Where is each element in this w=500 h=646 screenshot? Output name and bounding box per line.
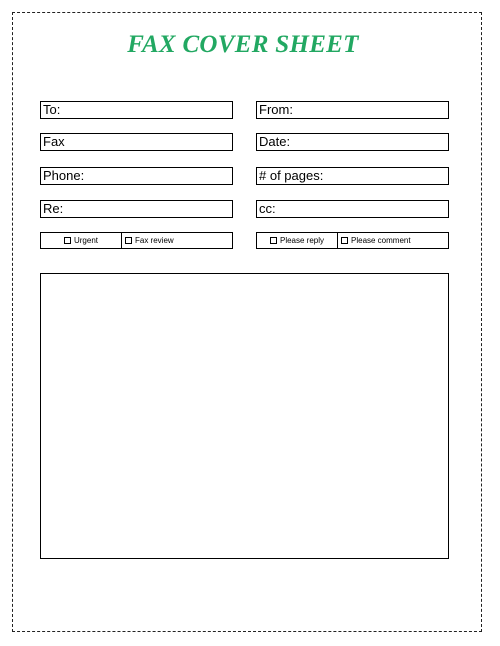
checkbox-group-right	[256, 232, 449, 249]
date-label: Date:	[259, 134, 291, 149]
please-comment-checkbox[interactable]	[337, 233, 448, 248]
cc-label: cc:	[259, 201, 276, 216]
urgent-label: Urgent	[73, 236, 98, 245]
fax-field[interactable]	[40, 133, 233, 151]
fax-review-label: Fax review	[135, 236, 174, 245]
fax-review-checkbox[interactable]	[121, 233, 232, 248]
to-field[interactable]	[40, 101, 233, 119]
please-reply-checkbox[interactable]	[257, 233, 337, 248]
checkbox-icon	[125, 237, 132, 244]
page-title: FAX COVER SHEET	[127, 31, 359, 58]
pages-label: # of pages:	[259, 168, 324, 183]
urgent-checkbox[interactable]	[41, 233, 121, 248]
phone-label: Phone:	[43, 168, 85, 183]
to-label: To:	[43, 102, 61, 117]
cc-field[interactable]	[256, 200, 449, 218]
pages-field[interactable]	[256, 167, 449, 185]
message-area[interactable]	[40, 273, 449, 559]
phone-field[interactable]	[40, 167, 233, 185]
checkbox-icon	[64, 237, 71, 244]
re-label: Re:	[43, 201, 64, 216]
please-reply-label: Please reply	[279, 236, 325, 245]
from-field[interactable]	[256, 101, 449, 119]
from-label: From:	[259, 102, 293, 117]
re-field[interactable]	[40, 200, 233, 218]
date-field[interactable]	[256, 133, 449, 151]
please-comment-label: Please comment	[351, 236, 411, 245]
checkbox-icon	[341, 237, 348, 244]
checkbox-icon	[270, 237, 277, 244]
checkbox-group-left	[40, 232, 233, 249]
fax-label: Fax	[43, 134, 65, 149]
